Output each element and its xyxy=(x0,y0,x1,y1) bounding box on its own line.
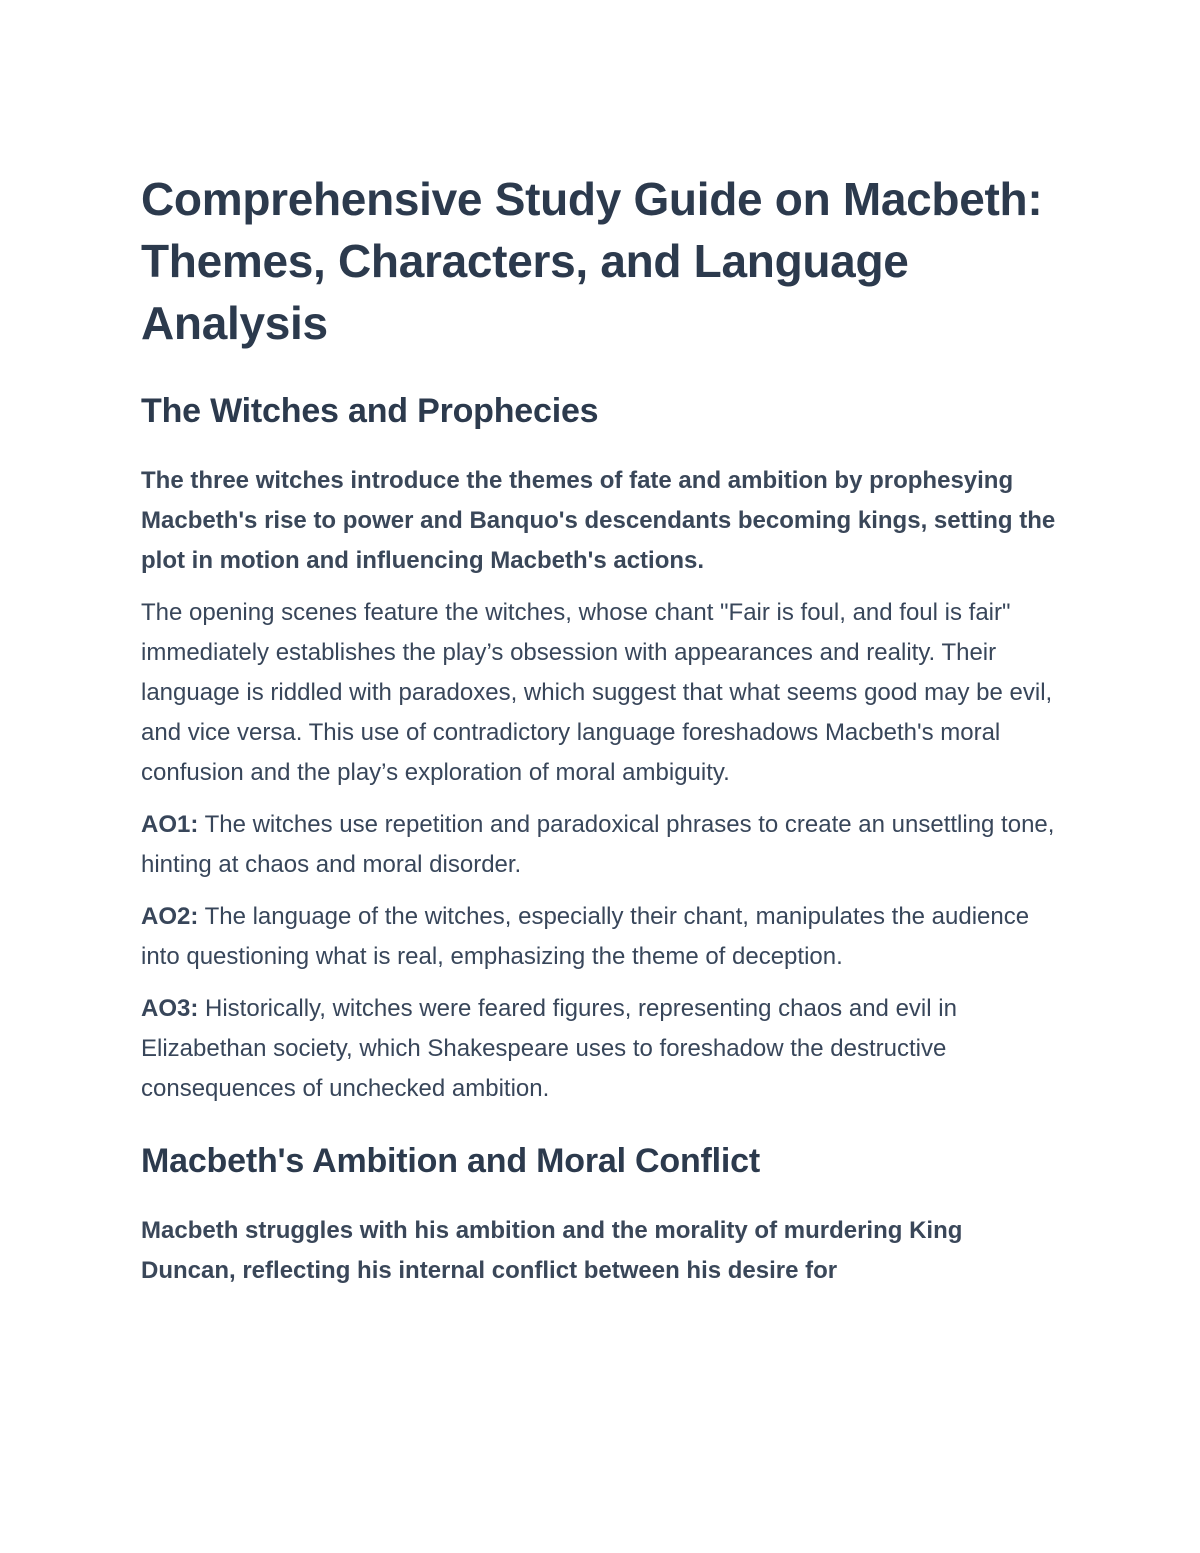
document-page xyxy=(141,168,1061,1291)
ao1-text: The witches use repetition and paradoxical phrases to create an unsettling tone, hinting at chaos and moral disorder. xyxy=(141,811,1055,878)
ao2-label: AO2: xyxy=(141,903,199,930)
ao1-label: AO1: xyxy=(141,811,199,838)
ao2-point xyxy=(141,897,1061,977)
section-summary-ambition: Macbeth struggles with his ambition and the morality of murdering King Duncan, reflecting his internal conflict between his desire for xyxy=(141,1217,963,1284)
ao2-text: The language of the witches, especially their chant, manipulates the audience into questioning what is real, emphasizing the theme of deception. xyxy=(141,903,1030,970)
ao3-label: AO3: xyxy=(141,995,199,1022)
ao3-point xyxy=(141,989,1061,1109)
ao1-point xyxy=(141,805,1061,885)
ao3-text: Historically, witches were feared figures, representing chaos and evil in Elizabethan society, which Shakespeare uses to foreshadow the destructive consequences of unchecked ambition. xyxy=(141,995,957,1102)
section-heading-witches: The Witches and Prophecies xyxy=(141,392,599,430)
document-title: Comprehensive Study Guide on Macbeth: Themes, Characters, and Language Analysis xyxy=(141,173,1043,349)
section-heading-ambition: Macbeth's Ambition and Moral Conflict xyxy=(141,1142,760,1180)
section-summary-witches: The three witches introduce the themes of fate and ambition by prophesying Macbeth's rise to power and Banquo's descendants becoming kings, setting the plot in motion and influencing Macbeth's actions. xyxy=(141,467,1056,574)
section-body-witches: The opening scenes feature the witches, whose chant "Fair is foul, and foul is fair" immediately establishes the play’s obsession with appearances and reality. Their language is riddled with paradoxes, which suggest that what seems good may be evil, and vice versa. This use of contradictory language foreshadows Macbeth's moral confusion and the play’s exploration of moral ambiguity. xyxy=(141,599,1053,786)
